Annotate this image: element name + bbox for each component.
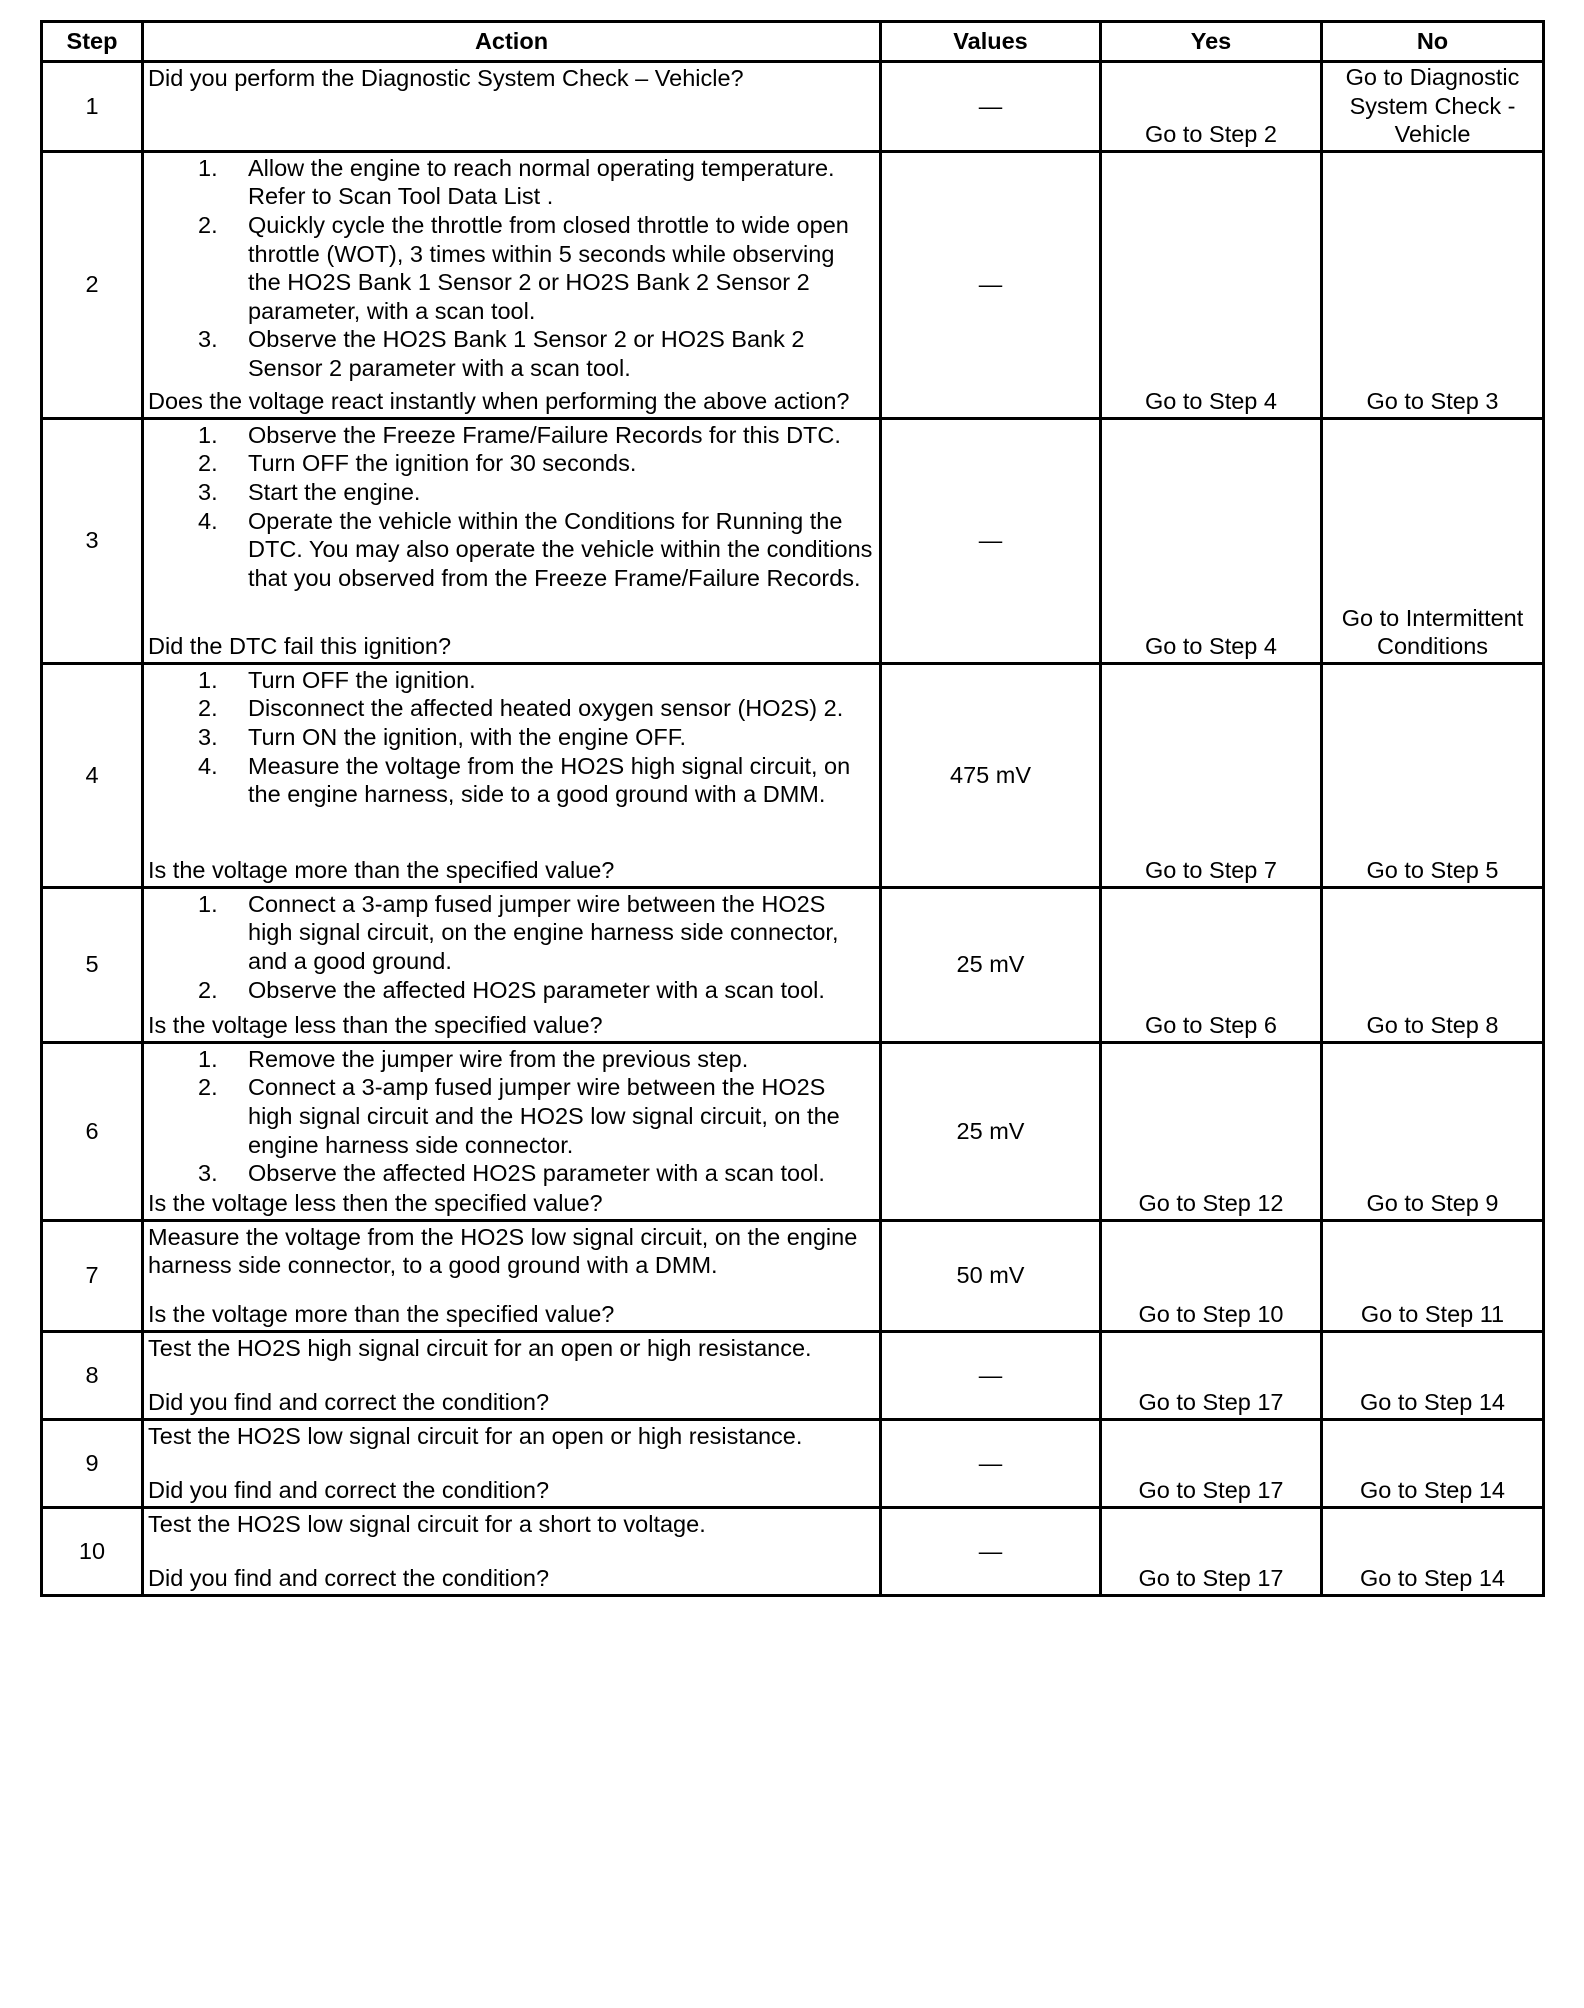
no-cell: Go to Step 9 [1322, 1042, 1544, 1220]
table-row [42, 1331, 1544, 1419]
yes-cell: Go to Step 4 [1101, 151, 1322, 418]
action-intro: Measure the voltage from the HO2S low signal circuit, on the engine harness side connector, to a good ground with a DMM. [148, 1223, 858, 1279]
action-question: Is the voltage less then the specified value? [148, 1190, 603, 1217]
list-item-text: Turn OFF the ignition. [248, 666, 476, 693]
list-item [148, 723, 873, 752]
step-number: 1 [42, 62, 143, 152]
action-steps-list [148, 154, 873, 383]
action-cell [143, 663, 881, 887]
yes-cell: Go to Step 17 [1101, 1419, 1322, 1507]
table-row [42, 1419, 1544, 1507]
header-values: Values [881, 22, 1101, 62]
list-item-number: 2. [198, 211, 218, 238]
step-number: 8 [42, 1331, 143, 1419]
value-cell: 25 mV [881, 887, 1101, 1042]
no-cell: Go to Intermittent Conditions [1322, 418, 1544, 663]
action-intro: Test the HO2S low signal circuit for an open or high resistance. [148, 1422, 803, 1449]
action-cell [143, 1507, 881, 1595]
list-item-number: 4. [198, 752, 218, 779]
list-item [148, 890, 873, 976]
table-row [42, 663, 1544, 887]
yes-cell: Go to Step 10 [1101, 1220, 1322, 1331]
list-item [148, 1073, 873, 1159]
no-cell: Go to Step 14 [1322, 1507, 1544, 1595]
action-intro: Test the HO2S low signal circuit for a short to voltage. [148, 1510, 706, 1537]
list-item-number: 2. [198, 450, 218, 477]
list-item-number: 1. [198, 421, 218, 448]
value-cell: — [881, 418, 1101, 663]
list-item-text: Disconnect the affected heated oxygen sensor (HO2S) 2. [248, 695, 844, 722]
list-item [148, 478, 873, 507]
value-cell: — [881, 1331, 1101, 1419]
yes-cell: Go to Step 7 [1101, 663, 1322, 887]
action-cell [143, 151, 881, 418]
header-action: Action [143, 22, 881, 62]
action-question: Did the DTC fail this ignition? [148, 633, 452, 660]
yes-cell: Go to Step 17 [1101, 1507, 1322, 1595]
list-item-text: Connect a 3-amp fused jumper wire between the HO2S high signal circuit, on the engine harness side connector, and a good ground. [248, 890, 839, 974]
no-cell: Go to Step 8 [1322, 887, 1544, 1042]
step-number: 10 [42, 1507, 143, 1595]
list-item-number: 1. [198, 154, 218, 181]
no-cell: Go to Step 3 [1322, 151, 1544, 418]
action-cell [143, 1220, 881, 1331]
list-item [148, 1159, 873, 1188]
step-number: 4 [42, 663, 143, 887]
list-item [148, 976, 873, 1005]
list-item-number: 3. [198, 478, 218, 505]
action-intro: Test the HO2S high signal circuit for an open or high resistance. [148, 1334, 812, 1361]
action-question: Is the voltage more than the specified value? [148, 857, 615, 884]
diagnostic-table [40, 20, 1545, 1597]
list-item-number: 2. [198, 976, 218, 1003]
header-row [42, 22, 1544, 62]
action-cell [143, 887, 881, 1042]
list-item [148, 507, 873, 593]
list-item [148, 421, 873, 450]
table-row [42, 418, 1544, 663]
action-question: Did you find and correct the condition? [148, 1477, 550, 1504]
list-item [148, 1045, 873, 1074]
action-question: Did you find and correct the condition? [148, 1389, 550, 1416]
header-yes: Yes [1101, 22, 1322, 62]
list-item [148, 211, 873, 325]
step-number: 7 [42, 1220, 143, 1331]
table-row [42, 1220, 1544, 1331]
list-item-text: Connect a 3-amp fused jumper wire between the HO2S high signal circuit and the HO2S low signal circuit, on the engine harness side connector. [248, 1074, 840, 1158]
list-item-number: 1. [198, 1045, 218, 1072]
list-item-number: 4. [198, 507, 218, 534]
value-cell: — [881, 1507, 1101, 1595]
step-number: 9 [42, 1419, 143, 1507]
action-cell [143, 1419, 881, 1507]
action-steps-list [148, 890, 873, 1004]
no-cell: Go to Step 5 [1322, 663, 1544, 887]
action-steps-list [148, 666, 873, 809]
table-row [42, 151, 1544, 418]
step-number: 6 [42, 1042, 143, 1220]
list-item-text: Observe the affected HO2S parameter with a scan tool. [248, 1160, 825, 1187]
list-item-text: Turn OFF the ignition for 30 seconds. [248, 450, 637, 477]
value-cell: — [881, 1419, 1101, 1507]
yes-cell: Go to Step 4 [1101, 418, 1322, 663]
action-question: Is the voltage more than the specified value? [148, 1301, 615, 1328]
header-step: Step [42, 22, 143, 62]
value-cell: 25 mV [881, 1042, 1101, 1220]
list-item-text: Measure the voltage from the HO2S high signal circuit, on the engine harness, side to a good ground with a DMM. [248, 752, 851, 808]
list-item [148, 694, 873, 723]
yes-cell: Go to Step 6 [1101, 887, 1322, 1042]
list-item-text: Operate the vehicle within the Conditions for Running the DTC. You may also operate the vehicle within the conditions that you observed from the Freeze Frame/Failure Records. [248, 507, 873, 591]
yes-cell: Go to Step 12 [1101, 1042, 1322, 1220]
list-item-number: 1. [198, 890, 218, 917]
action-question: Is the voltage less than the specified value? [148, 1012, 603, 1039]
list-item-text: Quickly cycle the throttle from closed throttle to wide open throttle (WOT), 3 times within 5 seconds while observing the HO2S Bank 1 Sensor 2 or HO2S Bank 2 Sensor 2 parameter, with a scan tool. [248, 211, 849, 324]
action-cell [143, 1042, 881, 1220]
value-cell: 475 mV [881, 663, 1101, 887]
list-item-number: 3. [198, 723, 218, 750]
step-number: 2 [42, 151, 143, 418]
list-item [148, 325, 873, 382]
action-steps-list [148, 421, 873, 593]
list-item [148, 449, 873, 478]
yes-cell: Go to Step 17 [1101, 1331, 1322, 1419]
list-item-number: 3. [198, 326, 218, 353]
action-cell [143, 62, 881, 152]
table-row [42, 887, 1544, 1042]
action-cell [143, 418, 881, 663]
table-row [42, 1507, 1544, 1595]
table-row [42, 1042, 1544, 1220]
step-number: 3 [42, 418, 143, 663]
yes-cell: Go to Step 2 [1101, 62, 1322, 152]
value-cell: — [881, 62, 1101, 152]
list-item-number: 3. [198, 1160, 218, 1187]
action-cell [143, 1331, 881, 1419]
action-steps-list [148, 1045, 873, 1188]
list-item [148, 154, 873, 211]
action-intro: Did you perform the Diagnostic System Check – Vehicle? [148, 65, 744, 91]
list-item-number: 1. [198, 666, 218, 693]
list-item-text: Allow the engine to reach normal operating temperature. Refer to Scan Tool Data List . [248, 154, 835, 210]
no-cell: Go to Diagnostic System Check - Vehicle [1322, 62, 1544, 152]
list-item [148, 666, 873, 695]
value-cell: 50 mV [881, 1220, 1101, 1331]
table-row [42, 62, 1544, 152]
header-no: No [1322, 22, 1544, 62]
list-item-text: Observe the Freeze Frame/Failure Records for this DTC. [248, 421, 841, 448]
list-item-text: Turn ON the ignition, with the engine OFF. [248, 723, 687, 750]
no-cell: Go to Step 14 [1322, 1331, 1544, 1419]
no-cell: Go to Step 14 [1322, 1419, 1544, 1507]
list-item-text: Observe the HO2S Bank 1 Sensor 2 or HO2S Bank 2 Sensor 2 parameter with a scan tool. [248, 326, 805, 381]
action-question: Did you find and correct the condition? [148, 1565, 550, 1592]
list-item-text: Start the engine. [248, 478, 421, 505]
list-item-text: Observe the affected HO2S parameter with a scan tool. [248, 976, 825, 1003]
value-cell: — [881, 151, 1101, 418]
list-item-text: Remove the jumper wire from the previous step. [248, 1045, 749, 1072]
no-cell: Go to Step 11 [1322, 1220, 1544, 1331]
step-number: 5 [42, 887, 143, 1042]
action-question: Does the voltage react instantly when performing the above action? [148, 388, 850, 415]
list-item [148, 752, 873, 809]
list-item-number: 2. [198, 1074, 218, 1101]
list-item-number: 2. [198, 695, 218, 722]
